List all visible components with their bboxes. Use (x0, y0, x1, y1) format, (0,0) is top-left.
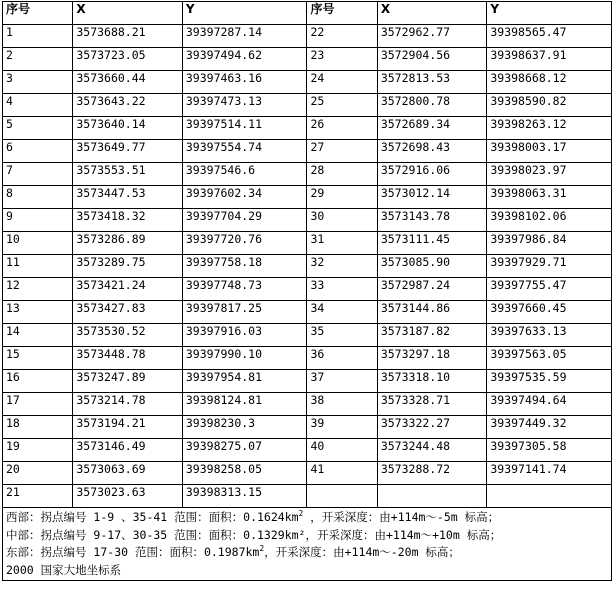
cell-no-left: 16 (3, 370, 73, 393)
cell-x-right: 3572800.78 (377, 94, 487, 117)
cell-y-right: 39397929.71 (487, 255, 612, 278)
cell-no-right: 34 (307, 301, 377, 324)
cell-x-right: 3572904.56 (377, 48, 487, 71)
cell-y-left: 39397602.34 (182, 186, 307, 209)
cell-y-left: 39398275.07 (182, 439, 307, 462)
cell-x-right: 3573288.72 (377, 462, 487, 485)
cell-y-left: 39397748.73 (182, 278, 307, 301)
cell-x-left: 3573649.77 (73, 140, 183, 163)
table-row (3, 462, 612, 485)
note-west-tail: ，开采深度：由+114m～-5m 标高； (303, 510, 500, 524)
cell-x-right: 3573328.71 (377, 393, 487, 416)
cell-x-right: 3573322.27 (377, 416, 487, 439)
cell-no-right: 30 (307, 209, 377, 232)
note-east-tail: ，开采深度：由+114m～-20m 标高； (264, 545, 460, 559)
cell-y-left: 39397954.81 (182, 370, 307, 393)
header-row (3, 2, 612, 25)
table-row (3, 370, 612, 393)
cell-y-right: 39398063.31 (487, 186, 612, 209)
cell-y-left: 39398124.81 (182, 393, 307, 416)
cell-x-right: 3573144.86 (377, 301, 487, 324)
cell-no-right: 41 (307, 462, 377, 485)
cell-x-left: 3573553.51 (73, 163, 183, 186)
cell-y-left: 39397990.10 (182, 347, 307, 370)
cell-no-right: 35 (307, 324, 377, 347)
cell-x-left: 3573427.83 (73, 301, 183, 324)
header-y-left: Y (182, 2, 307, 25)
cell-no-left: 9 (3, 209, 73, 232)
cell-y-left: 39397720.76 (182, 232, 307, 255)
cell-no-right: 32 (307, 255, 377, 278)
cell-y-right: 39398102.06 (487, 209, 612, 232)
cell-no-right: 37 (307, 370, 377, 393)
cell-y-left: 39397758.18 (182, 255, 307, 278)
cell-no-left: 4 (3, 94, 73, 117)
cell-no-right: 29 (307, 186, 377, 209)
cell-no-left: 14 (3, 324, 73, 347)
cell-x-right (377, 485, 487, 508)
cell-x-left: 3573063.69 (73, 462, 183, 485)
cell-x-left: 3573418.32 (73, 209, 183, 232)
cell-y-left: 39397463.16 (182, 71, 307, 94)
note-east (6, 544, 611, 562)
table-row (3, 209, 612, 232)
note-middle: 中部：拐点编号 9-17、30-35 范围：面积：0.1329km²，开采深度：由+114m～+10m 标高； (6, 527, 502, 542)
cell-y-right: 39398003.17 (487, 140, 612, 163)
table-row (3, 324, 612, 347)
header-y-right: Y (487, 2, 612, 25)
cell-no-left: 11 (3, 255, 73, 278)
header-no-left: 序号 (3, 2, 73, 25)
cell-x-right: 3573111.45 (377, 232, 487, 255)
cell-x-left: 3573688.21 (73, 25, 183, 48)
header-x-right: X (377, 2, 487, 25)
cell-no-left: 7 (3, 163, 73, 186)
cell-y-left: 39397287.14 (182, 25, 307, 48)
cell-x-right: 3572916.06 (377, 163, 487, 186)
cell-x-right: 3572689.34 (377, 117, 487, 140)
table-row (3, 71, 612, 94)
cell-y-right: 39397494.64 (487, 393, 612, 416)
cell-y-left: 39397473.13 (182, 94, 307, 117)
cell-no-left: 13 (3, 301, 73, 324)
cell-x-left: 3573214.78 (73, 393, 183, 416)
cell-x-right: 3573297.18 (377, 347, 487, 370)
header-no-right: 序号 (307, 2, 377, 25)
cell-no-right: 38 (307, 393, 377, 416)
cell-no-right: 33 (307, 278, 377, 301)
cell-x-right: 3572962.77 (377, 25, 487, 48)
table-row (3, 140, 612, 163)
cell-y-left: 39398258.05 (182, 462, 307, 485)
cell-x-left: 3573194.21 (73, 416, 183, 439)
cell-y-left: 39397817.25 (182, 301, 307, 324)
cell-y-right: 39397535.59 (487, 370, 612, 393)
cell-y-right: 39398668.12 (487, 71, 612, 94)
cell-y-left: 39397916.03 (182, 324, 307, 347)
cell-y-left: 39397514.11 (182, 117, 307, 140)
table-row (3, 301, 612, 324)
cell-y-right: 39398023.97 (487, 163, 612, 186)
cell-no-right: 24 (307, 71, 377, 94)
cell-no-right: 22 (307, 25, 377, 48)
cell-y-left: 39397554.74 (182, 140, 307, 163)
note-west (6, 509, 611, 527)
cell-x-left: 3573286.89 (73, 232, 183, 255)
cell-x-left: 3573448.78 (73, 347, 183, 370)
cell-y-left: 39398313.15 (182, 485, 307, 508)
cell-no-right: 27 (307, 140, 377, 163)
cell-x-left: 3573289.75 (73, 255, 183, 278)
table-row (3, 393, 612, 416)
table-row (3, 416, 612, 439)
cell-no-left: 2 (3, 48, 73, 71)
table-row (3, 94, 612, 117)
cell-no-left: 17 (3, 393, 73, 416)
cell-x-left: 3573421.24 (73, 278, 183, 301)
cell-no-left: 10 (3, 232, 73, 255)
cell-x-right: 3573244.48 (377, 439, 487, 462)
cell-x-right: 3572813.53 (377, 71, 487, 94)
table-row (3, 347, 612, 370)
cell-y-left: 39397494.62 (182, 48, 307, 71)
cell-no-right: 39 (307, 416, 377, 439)
table-row (3, 25, 612, 48)
cell-no-left: 5 (3, 117, 73, 140)
cell-no-left: 21 (3, 485, 73, 508)
cell-x-left: 3573660.44 (73, 71, 183, 94)
cell-x-left: 3573023.63 (73, 485, 183, 508)
note-east-text: 东部：拐点编号 17-30 范围：面积：0.1987km (6, 545, 260, 559)
table-row (3, 186, 612, 209)
cell-no-right: 28 (307, 163, 377, 186)
cell-x-right: 3572987.24 (377, 278, 487, 301)
cell-no-left: 3 (3, 71, 73, 94)
cell-x-right: 3573187.82 (377, 324, 487, 347)
cell-y-left: 39397546.6 (182, 163, 307, 186)
cell-y-left: 39397704.29 (182, 209, 307, 232)
cell-y-right: 39398637.91 (487, 48, 612, 71)
table-row (3, 232, 612, 255)
cell-x-left: 3573447.53 (73, 186, 183, 209)
cell-y-right: 39397141.74 (487, 462, 612, 485)
header-x-left: X (73, 2, 183, 25)
cell-x-right: 3573143.78 (377, 209, 487, 232)
cell-no-left: 18 (3, 416, 73, 439)
cell-x-left: 3573640.14 (73, 117, 183, 140)
note-west-sup: 2 (298, 509, 304, 519)
cell-y-right: 39398565.47 (487, 25, 612, 48)
cell-no-right: 36 (307, 347, 377, 370)
cell-no-left: 12 (3, 278, 73, 301)
note-west-text: 西部：拐点编号 1-9 、35-41 范围：面积：0.1624km (6, 510, 299, 524)
cell-y-left: 39398230.3 (182, 416, 307, 439)
cell-no-right: 23 (307, 48, 377, 71)
table-row (3, 117, 612, 140)
cell-y-right: 39397660.45 (487, 301, 612, 324)
cell-y-right: 39397563.05 (487, 347, 612, 370)
cell-y-right (487, 485, 612, 508)
cell-y-right: 39397305.58 (487, 439, 612, 462)
cell-no-left: 8 (3, 186, 73, 209)
cell-x-left: 3573643.22 (73, 94, 183, 117)
cell-no-left: 6 (3, 140, 73, 163)
table-row (3, 255, 612, 278)
cell-no-left: 1 (3, 25, 73, 48)
cell-x-left: 3573723.05 (73, 48, 183, 71)
table-row (3, 439, 612, 462)
cell-y-right: 39397449.32 (487, 416, 612, 439)
coordinate-table (2, 1, 612, 581)
cell-x-right: 3573012.14 (377, 186, 487, 209)
cell-x-right: 3573318.10 (377, 370, 487, 393)
cell-y-right: 39398590.82 (487, 94, 612, 117)
table-body (3, 25, 612, 508)
cell-x-right: 3572698.43 (377, 140, 487, 163)
notes-row (3, 508, 612, 581)
table-row (3, 48, 612, 71)
notes-cell (3, 508, 612, 581)
table-row (3, 278, 612, 301)
cell-no-right: 26 (307, 117, 377, 140)
cell-no-right: 25 (307, 94, 377, 117)
cell-no-right: 31 (307, 232, 377, 255)
cell-no-right (307, 485, 377, 508)
cell-x-left: 3573247.89 (73, 370, 183, 393)
cell-y-right: 39397986.84 (487, 232, 612, 255)
cell-x-right: 3573085.90 (377, 255, 487, 278)
cell-no-left: 19 (3, 439, 73, 462)
table-row (3, 485, 612, 508)
cell-x-left: 3573146.49 (73, 439, 183, 462)
cell-x-left: 3573530.52 (73, 324, 183, 347)
cell-y-right: 39397633.13 (487, 324, 612, 347)
cell-no-left: 15 (3, 347, 73, 370)
note-east-sup: 2 (259, 544, 265, 554)
cell-no-left: 20 (3, 462, 73, 485)
note-datum: 2000 国家大地坐标系 (6, 562, 122, 577)
cell-y-right: 39398263.12 (487, 117, 612, 140)
table-row (3, 163, 612, 186)
coordinate-document (2, 1, 612, 581)
cell-y-right: 39397755.47 (487, 278, 612, 301)
cell-no-right: 40 (307, 439, 377, 462)
